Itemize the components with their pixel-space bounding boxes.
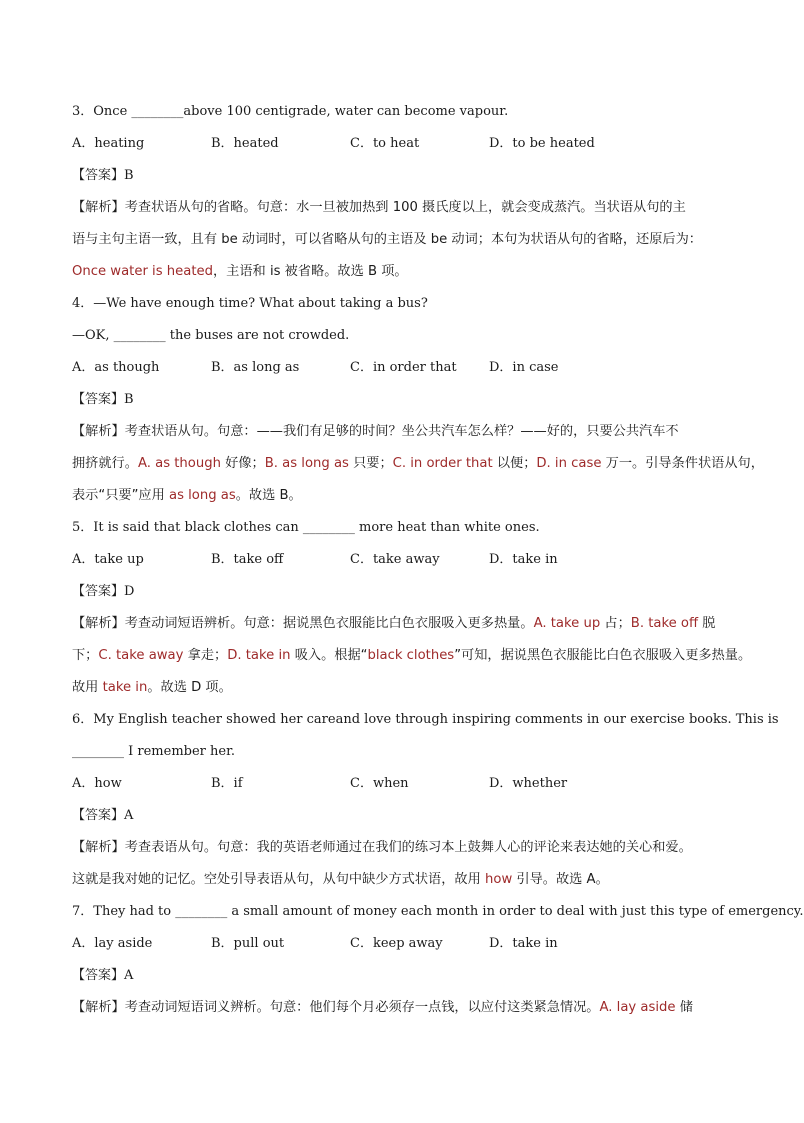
analysis-text: 故用 (72, 680, 103, 695)
analysis-text: 。故选 B。 (235, 488, 302, 503)
analysis-text: 好像； (220, 456, 265, 471)
analysis-line (72, 256, 737, 288)
analysis-text: 以便； (492, 456, 537, 471)
analysis-text: ”可知，据说黑色衣服能比白色衣服吸入更多热量。 (454, 648, 752, 663)
question-stem: 7．They had to ________ a small amount of money each month in order to deal with just this type of emergency. (72, 904, 804, 919)
answer-line (72, 960, 737, 992)
options-row (72, 768, 737, 800)
option-choice: D．whether (489, 776, 568, 791)
option-choice: A．how (72, 776, 122, 791)
answer-tag: 【答案】 (72, 392, 125, 407)
analysis-line (72, 416, 737, 448)
answer-line (72, 160, 737, 192)
analysis-line (72, 608, 737, 640)
option-choice: D．in case (489, 360, 559, 375)
analysis-text: 万一。引导条件状语从句， (601, 456, 764, 471)
highlight-text: D. take in (227, 648, 291, 663)
answer-value: D (124, 584, 135, 599)
analysis-text: 只要； (348, 456, 393, 471)
answer-tag: 【答案】 (72, 584, 125, 599)
highlight-text: C. in order that (392, 456, 493, 471)
option-choice: A．as though (72, 360, 160, 375)
highlight-text: black clothes (367, 648, 455, 663)
answer-tag: 【答案】 (72, 168, 125, 183)
analysis-tag: 【解析】 (72, 424, 125, 439)
analysis-text: 拿走； (183, 648, 228, 663)
options-row (72, 128, 737, 160)
option-choice: D．take in (489, 552, 558, 567)
question-stem: ________ I remember her. (72, 744, 236, 759)
analysis-line (72, 672, 737, 704)
highlight-text: take in (102, 680, 148, 695)
answer-value: B (124, 392, 134, 407)
analysis-text: 这就是我对她的记忆。空处引导表语从句，从句中缺少方式状语，故用 (72, 872, 486, 887)
option-choice: B．heated (211, 136, 279, 151)
option-choice: C．take away (350, 552, 440, 567)
options-row (72, 544, 737, 576)
analysis-text: 占； (600, 616, 631, 631)
analysis-text: 考查状语从句的省略。句意：水一旦被加热到 100 摄氏度以上，就会变成蒸汽。当状语从句的主 (124, 200, 686, 215)
analysis-line (72, 640, 752, 672)
option-choice: C．when (350, 776, 409, 791)
question-item (72, 288, 764, 512)
highlight-text: as long as (168, 488, 236, 503)
highlight-text: A. take up (533, 616, 601, 631)
option-choice: D．take in (489, 936, 558, 951)
option-choice: B．take off (211, 552, 284, 567)
analysis-text: 考查状语从句。句意：——我们有足够的时间？坐公共汽车怎么样？——好的，只要公共汽车不 (124, 424, 679, 439)
question-item (72, 512, 752, 704)
analysis-line (72, 992, 737, 1024)
option-choice: B．as long as (211, 360, 300, 375)
option-choice: C．to heat (350, 136, 420, 151)
option-choice: A．heating (72, 136, 145, 151)
analysis-text: 下； (72, 648, 99, 663)
question-list (72, 96, 804, 1024)
question-item (72, 96, 737, 288)
question-stem: 4．—We have enough time? What about taking a bus? (72, 296, 428, 311)
analysis-line (72, 448, 764, 480)
analysis-text: ，主语和 is 被省略。故选 B 项。 (213, 264, 408, 279)
highlight-text: C. take away (98, 648, 184, 663)
answer-value: B (124, 168, 134, 183)
answer-tag: 【答案】 (72, 968, 125, 983)
options-row (72, 352, 737, 384)
analysis-text: 脱 (698, 616, 716, 631)
highlight-text: A. as though (137, 456, 221, 471)
analysis-text: 储 (675, 1000, 693, 1015)
analysis-text: 拥挤就行。 (72, 456, 138, 471)
highlight-text: how (485, 872, 513, 887)
highlight-text: B. as long as (264, 456, 349, 471)
analysis-tag: 【解析】 (72, 840, 125, 855)
analysis-text: 考查表语从句。句意：我的英语老师通过在我们的练习本上鼓舞人心的评论来表达她的关心和爱。 (124, 840, 692, 855)
analysis-line (72, 864, 737, 896)
answer-value: A (124, 808, 134, 823)
question-stem: 5．It is said that black clothes can ________ more heat than white ones. (72, 520, 540, 535)
option-choice: B．pull out (211, 936, 285, 951)
question-stem: 3．Once ________above 100 centigrade, water can become vapour. (72, 104, 509, 119)
options-row (72, 928, 737, 960)
analysis-line (72, 832, 737, 864)
answer-line (72, 384, 737, 416)
answer-line (72, 800, 737, 832)
answer-line (72, 576, 737, 608)
analysis-line (72, 192, 737, 224)
analysis-text: 引导。故选 A。 (512, 872, 609, 887)
analysis-text: 表示“只要”应用 (72, 488, 169, 503)
analysis-text: 考查动词短语辨析。句意：据说黑色衣服能比白色衣服吸入更多热量。 (124, 616, 534, 631)
question-stem: 6．My English teacher showed her careand love through inspiring comments in our exercise books. This is (72, 712, 779, 727)
analysis-line (72, 224, 737, 256)
analysis-tag: 【解析】 (72, 1000, 125, 1015)
option-choice: B．if (211, 776, 243, 791)
analysis-text: 考查动词短语词义辨析。句意：他们每个月必须存一点钱，以应付这类紧急情况。 (124, 1000, 600, 1015)
highlight-text: Once water is heated (72, 264, 213, 279)
option-choice: C．keep away (350, 936, 443, 951)
answer-tag: 【答案】 (72, 808, 125, 823)
analysis-text: 。故选 D 项。 (147, 680, 232, 695)
question-stem: —OK, ________ the buses are not crowded. (72, 328, 350, 343)
option-choice: A．lay aside (72, 936, 153, 951)
question-item (72, 896, 804, 1024)
option-choice: A．take up (72, 552, 144, 567)
option-choice: D．to be heated (489, 136, 595, 151)
analysis-tag: 【解析】 (72, 200, 125, 215)
highlight-text: D. in case (536, 456, 602, 471)
analysis-text: 吸入。根据“ (290, 648, 368, 663)
highlight-text: A. lay aside (599, 1000, 676, 1015)
option-choice: C．in order that (350, 360, 457, 375)
answer-value: A (124, 968, 134, 983)
analysis-text: 语与主句主语一致，且有 be 动词时，可以省略从句的主语及 be 动词；本句为状语从句的省略，还原后为： (72, 232, 702, 247)
question-item (72, 704, 779, 896)
analysis-tag: 【解析】 (72, 616, 125, 631)
highlight-text: B. take off (630, 616, 699, 631)
analysis-line (72, 480, 737, 512)
